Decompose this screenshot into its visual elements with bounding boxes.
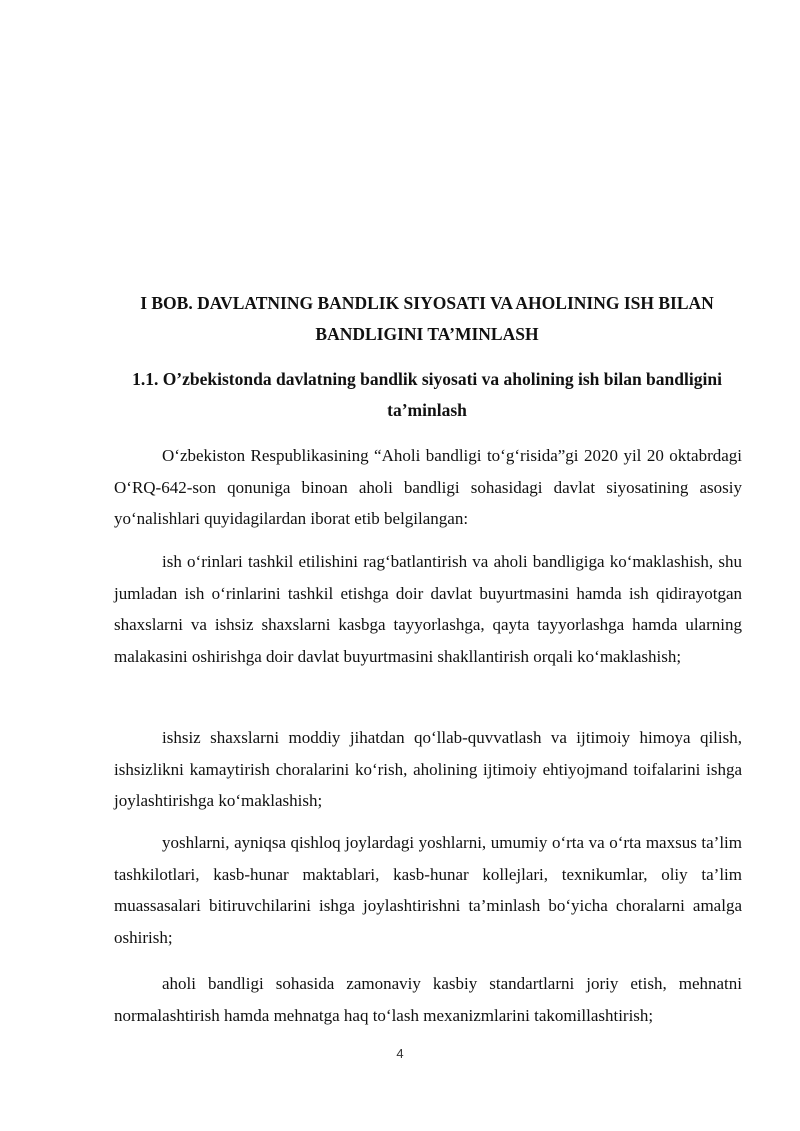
body-paragraph: ishsiz shaxslarni moddiy jihatdan qo‘llab-quvvatlash va ijtimoiy himoya qilish, ishsizlikni kamaytirish choralarini ko‘rish, aholining ijtimoiy ehtiyojmand toifalarini ishga joylashtirishga ko‘maklashish; <box>114 728 742 810</box>
chapter-title: I BOB. DAVLATNING BANDLIK SIYOSATI VA AHOLINING ISH BILAN BANDLIGINI TA’MINLASH <box>140 293 714 344</box>
page-number: 4 <box>396 1046 404 1061</box>
body-paragraph: aholi bandligi sohasida zamonaviy kasbiy standartlarni joriy etish, mehnatni normalashtirish hamda mehnatga haq to‘lash mexanizmlarini takomillashtirish; <box>114 974 742 1025</box>
section-title: 1.1. O’zbekistonda davlatning bandlik siyosati va aholining ish bilan bandligini ta’minlash <box>132 369 722 420</box>
body-paragraph: yoshlarni, ayniqsa qishloq joylardagi yoshlarni, umumiy o‘rta va o‘rta maxsus ta’lim tashkilotlari, kasb-hunar maktablari, kasb-hunar kollejlari, texnikumlar, oliy ta’lim muassasalari bitiruvchilarini ishga joylashtirishni ta’minlash bo‘yicha choralarni amalga oshirish; <box>114 833 742 947</box>
body-paragraph: O‘zbekiston Respublikasining “Aholi bandligi to‘g‘risida”gi 2020 yil 20 oktabrdagi O‘RQ-642-son qonuniga binoan aholi bandligi sohasidagi davlat siyosatining asosiy yo‘nalishlari quyidagilardan iborat etib belgilangan: <box>114 446 742 528</box>
body-paragraph: ish o‘rinlari tashkil etilishini rag‘batlantirish va aholi bandligiga ko‘maklashish, shu jumladan ish o‘rinlarini tashkil etishga doir davlat buyurtmasini hamda ish qidirayotgan shaxslarni va ishsiz shaxslarni kasbga tayyorlashga, qayta tayyorlashga hamda ularning malakasini oshirishga doir davlat buyurtmasini shakllantirish orqali ko‘maklashish; <box>114 552 742 666</box>
